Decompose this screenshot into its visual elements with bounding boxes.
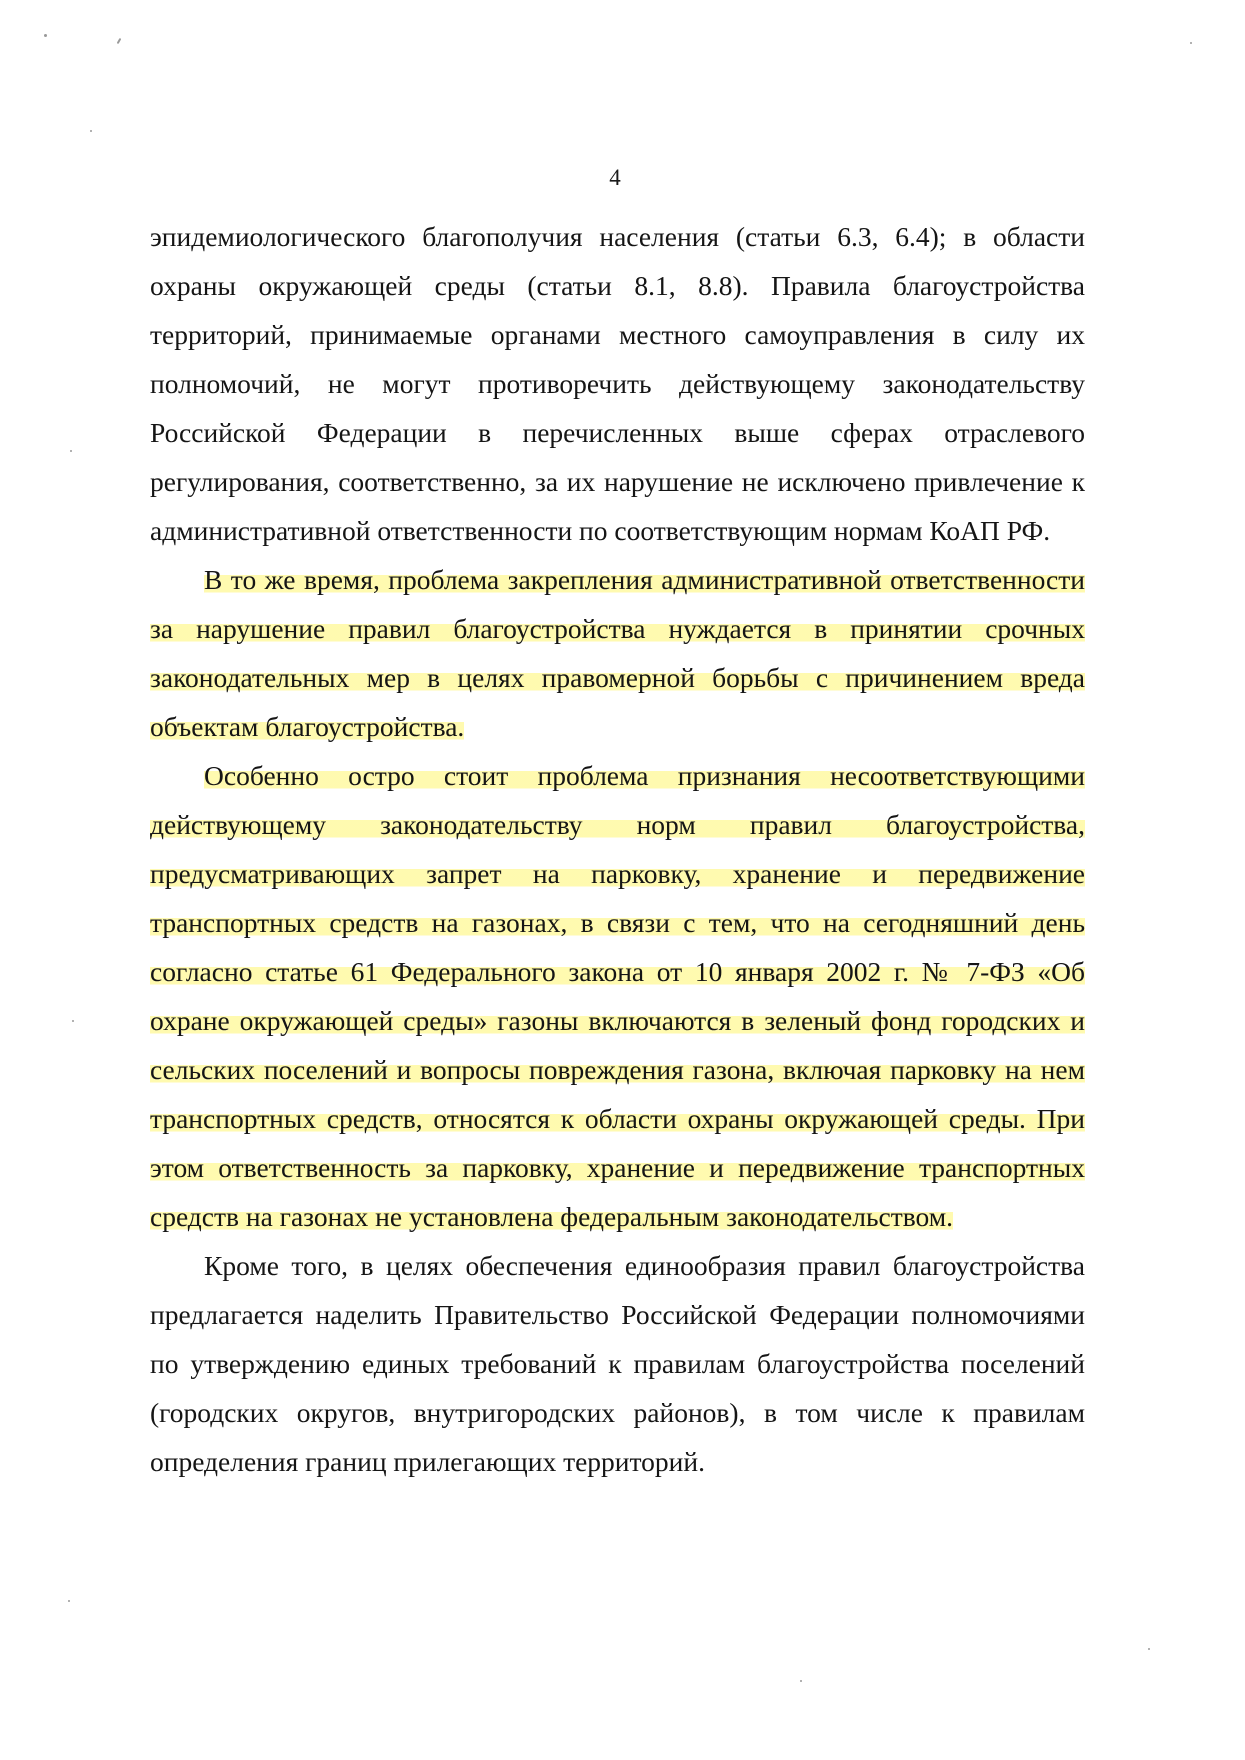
paragraph-4-text: Кроме того, в целях обеспечения единообразия правил благоустройства предлагается наделить Правительство Российской Федерации полномочиями по утверждению единых требований к правилам благоустройства поселений (городских округов, внутригородских районов), в том числе к правилам определения границ прилегающих территорий. xyxy=(150,1250,1085,1477)
page-number: 4 xyxy=(609,165,621,190)
scan-speck xyxy=(1148,1648,1150,1650)
document-body xyxy=(150,212,1085,1486)
scan-speck xyxy=(70,450,72,452)
paragraph-1-text: эпидемиологического благополучия населения (статьи 6.3, 6.4); в области охраны окружающей среды (статьи 8.1, 8.8). Правила благоустройства территорий, принимаемые органами местного самоуправления в силу их полномочий, не могут противоречить действующему законодательству Российской Федерации в перечисленных выше сферах отраслевого регулирования, соответственно, за их нарушение не исключено привлечение к административной ответственности по соответствующим нормам КоАП РФ. xyxy=(150,221,1085,546)
scan-speck xyxy=(68,1600,70,1602)
scan-speck xyxy=(90,130,92,132)
scan-speck xyxy=(1190,42,1192,44)
scan-speck xyxy=(117,38,122,44)
scan-speck xyxy=(72,1020,74,1022)
scan-speck xyxy=(44,34,47,37)
paragraph-2-text: В то же время, проблема закрепления административной ответственности за нарушение правил благоустройства нуждается в принятии срочных законодательных мер в целях правомерной борьбы с причинением вреда объектам благоустройства. xyxy=(150,564,1085,742)
scan-speck xyxy=(800,1680,802,1682)
paragraph-1 xyxy=(150,212,1085,555)
paragraph-3 xyxy=(150,751,1085,1241)
paragraph-4 xyxy=(150,1241,1085,1486)
paragraph-2 xyxy=(150,555,1085,751)
paragraph-3-text: Особенно остро стоит проблема признания несоответствующими действующему законодательству норм правил благоустройства, предусматривающих запрет на парковку, хранение и передвижение транспортных средств на газонах, в связи с тем, что на сегодняшний день согласно статье 61 Федерального закона от 10 января 2002 г. № 7-ФЗ «Об охране окружающей среды» газоны включаются в зеленый фонд городских и сельских поселений и вопросы повреждения газона, включая парковку на нем транспортных средств, относятся к области охраны окружающей среды. При этом ответственность за парковку, хранение и передвижение транспортных средств на газонах не установлена федеральным законодательством. xyxy=(150,760,1085,1232)
